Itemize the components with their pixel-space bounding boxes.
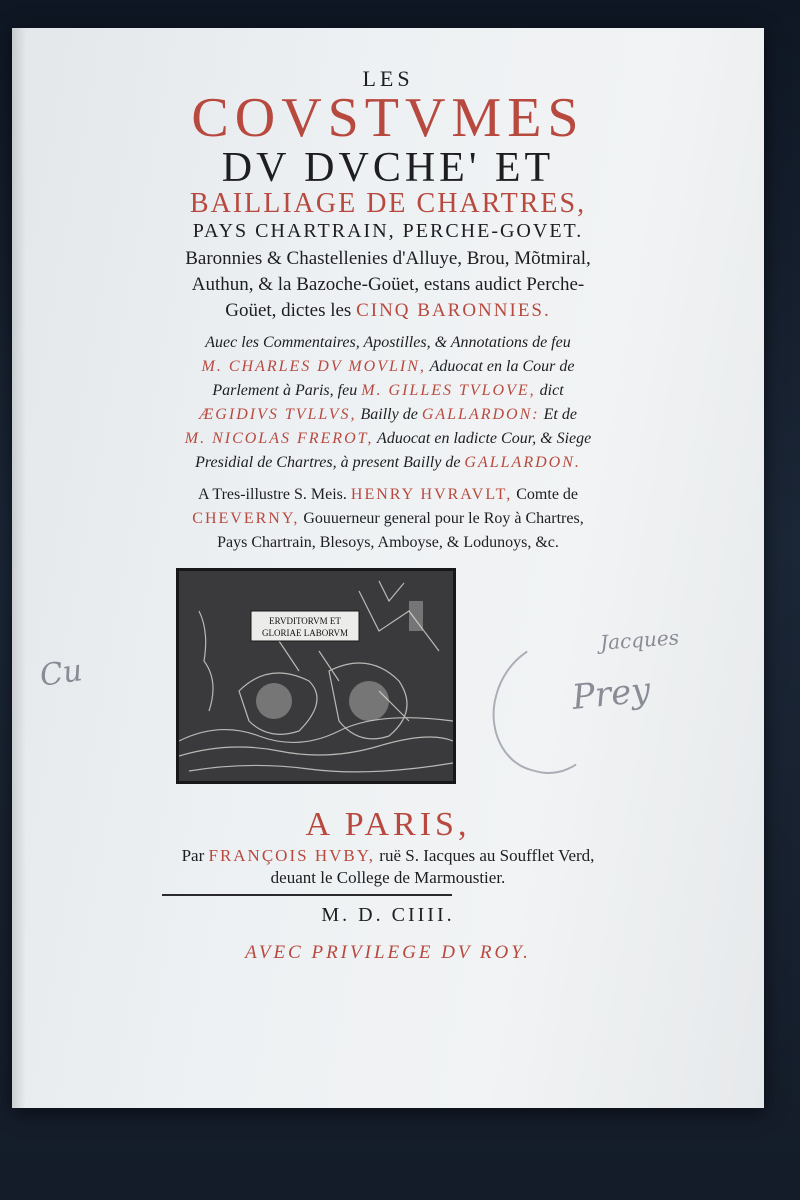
- handwritten-mark-left: Cu: [37, 653, 85, 694]
- baronnies-line-3-text: Goüet, dictes les: [225, 300, 357, 321]
- commentary-line-3-text: Parlement à Paris, feu: [212, 382, 362, 399]
- place-gallardon-1: GALLARDON:: [421, 406, 540, 423]
- dedication-line-1-text: A Tres-illustre S. Meis.: [197, 486, 351, 503]
- title-pays: PAYS CHARTRAIN, PERCHE-GOVET.: [192, 220, 584, 242]
- name-frerot: M. NICOLAS FREROT,: [184, 430, 374, 447]
- baronnies-line-2: Authun, & la Bazoche-Goüet, estans audict Perche-: [191, 274, 585, 295]
- title-coustumes: COVSTVMES: [191, 87, 585, 149]
- imprint-rule: [162, 894, 452, 896]
- dedication-line-1: [12, 486, 764, 504]
- title-les: LES: [362, 66, 414, 91]
- dedication-line-2-text: Gouuerneur general pour le Roy à Chartres,: [299, 510, 584, 527]
- commentary-line-5-text: Aduocat en ladicte Cour, & Siege: [373, 430, 592, 447]
- title-du-duche: DV DVCHE' ET: [221, 145, 555, 191]
- printers-device-woodcut: [176, 568, 456, 784]
- commentary-line-5: [12, 430, 764, 448]
- commentary-line-4-end: Et de: [539, 406, 577, 423]
- baronnies-line-1: Baronnies & Chastellenies d'Alluye, Brou, Mõtmiral,: [185, 248, 591, 269]
- printer-line-1-text: Par: [181, 846, 209, 865]
- name-tulove: M. GILLES TVLOVE,: [361, 382, 536, 399]
- name-hurault: HENRY HVRAVLT,: [350, 486, 513, 503]
- woodcut-illustration: [179, 571, 453, 781]
- commentary-line-6-text: Presidial de Chartres, à present Bailly de: [195, 454, 465, 471]
- commentary-line-6: [12, 454, 764, 472]
- place-gallardon-2: GALLARDON.: [464, 454, 581, 471]
- commentary-line-4-text: Bailly de: [356, 406, 422, 423]
- imprint-date: M. D. CIIII.: [321, 904, 455, 926]
- cinq-baronnies: CINQ BARONNIES.: [356, 300, 551, 321]
- printer-line-1: [12, 846, 764, 866]
- commentary-line-2: [12, 358, 764, 376]
- title-bailliage: BAILLIAGE DE CHARTRES,: [189, 188, 587, 219]
- printer-line-2: deuant le College de Marmoustier.: [270, 868, 506, 887]
- dedication-line-1-end: Comte de: [512, 486, 579, 503]
- handwritten-name-2: Prey: [570, 670, 653, 718]
- place-cheverny: CHEVERNY,: [192, 510, 300, 527]
- dedication-line-3: Pays Chartrain, Blesoys, Amboyse, & Lodunoys, &c.: [217, 534, 559, 551]
- baronnies-line-3: [12, 300, 764, 322]
- commentary-line-3: [12, 382, 764, 400]
- title-page: [12, 28, 764, 1108]
- device-motto-line-1: ERVDITORVM ET: [269, 616, 341, 626]
- printer-name: FRANÇOIS HVBY,: [208, 846, 376, 865]
- commentary-line-3-end: dict: [535, 382, 564, 399]
- commentary-line-1: Auec les Commentaires, Apostilles, & Annotations de feu: [205, 334, 571, 351]
- name-du-moulin: M. CHARLES DV MOVLIN,: [201, 358, 426, 375]
- dedication-line-2: [12, 510, 764, 528]
- name-tullus: ÆGIDIVS TVLLVS,: [199, 406, 357, 423]
- imprint-city: A PARIS,: [305, 806, 471, 843]
- commentary-line-2-text: Aduocat en la Cour de: [425, 358, 575, 375]
- commentary-line-4: [12, 406, 764, 424]
- device-motto-line-2: GLORIAE LABORVM: [261, 628, 349, 638]
- privilege-line: AVEC PRIVILEGE DV ROY.: [245, 942, 531, 963]
- handwritten-name-1: Jacques: [599, 625, 680, 655]
- printer-address: ruë S. Iacques au Soufflet Verd,: [375, 846, 595, 865]
